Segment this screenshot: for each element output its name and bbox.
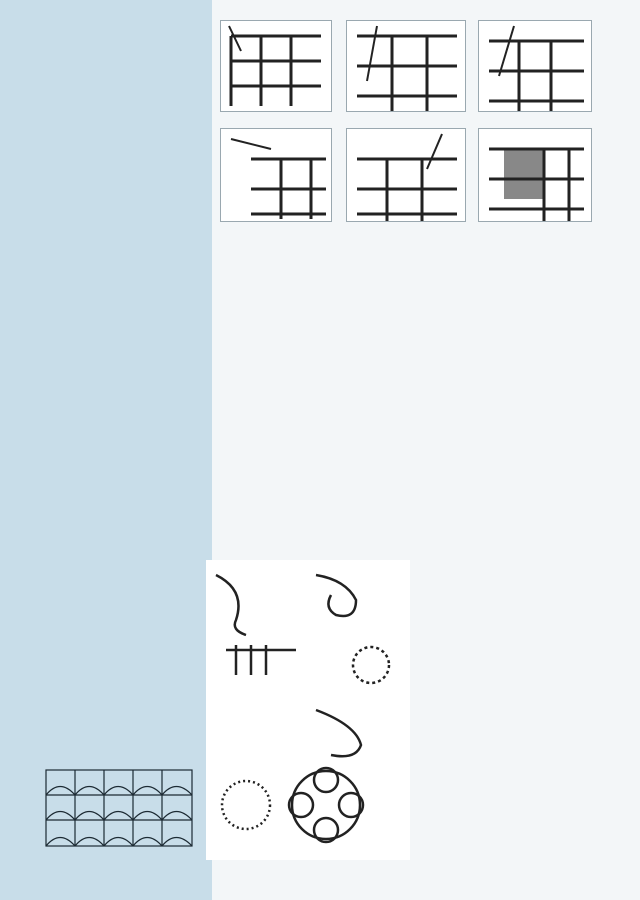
figure-5: [220, 20, 332, 112]
left-column: [0, 0, 212, 900]
figure-11b-diagram: [44, 768, 194, 848]
figure-11a-diagram: [18, 625, 198, 735]
figure-6: [346, 20, 466, 112]
figure-rounds-panel: [206, 560, 410, 860]
figure-9: [346, 128, 466, 222]
figure-10: [478, 128, 592, 222]
figure-8: [220, 128, 332, 222]
figure-7: [478, 20, 592, 112]
